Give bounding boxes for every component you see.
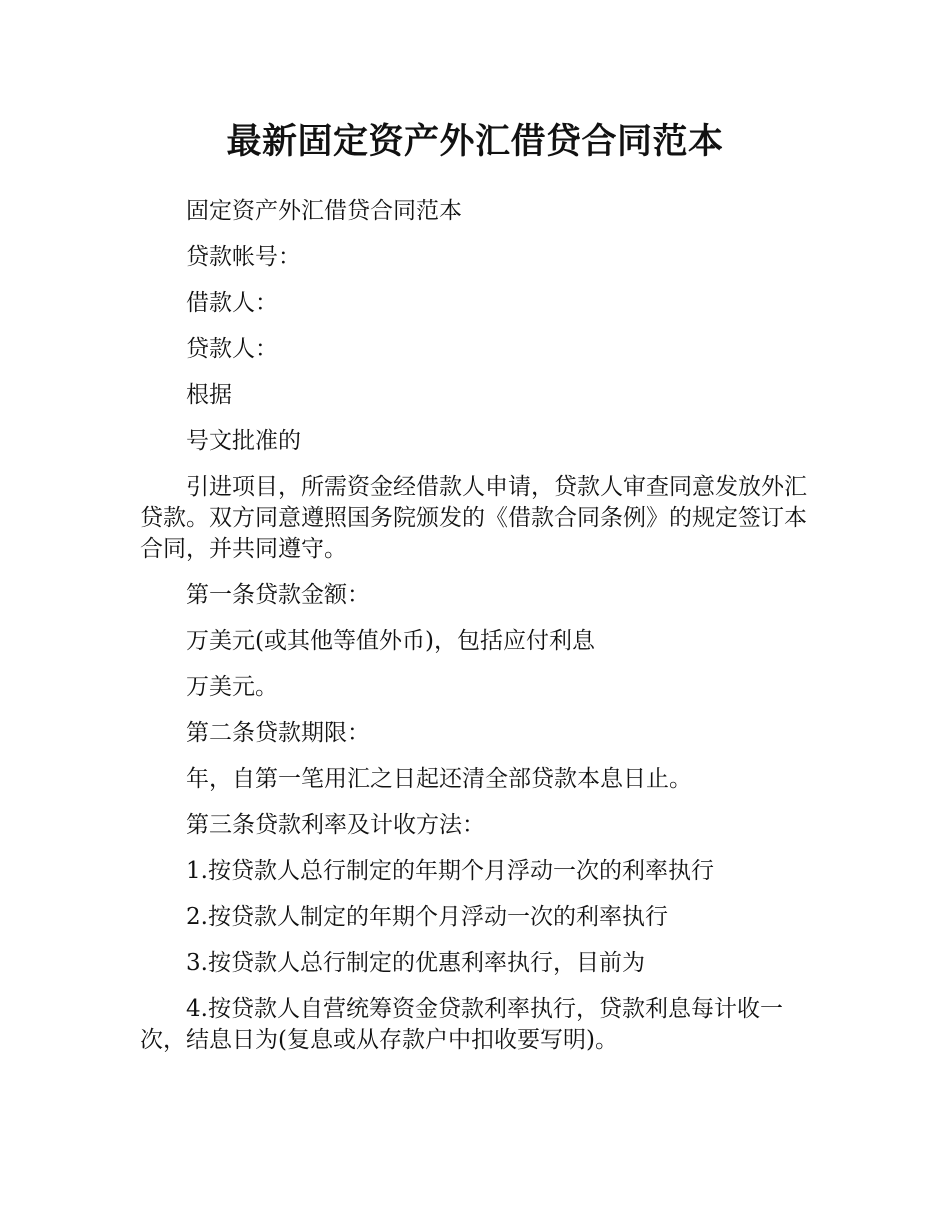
document-body: [140, 196, 812, 1071]
article-1-heading: 第一条贷款金额：: [186, 582, 370, 608]
article-2-term: 年，自第一笔用汇之日起还清全部贷款本息日止。: [186, 766, 692, 792]
loan-account-field: 贷款帐号：: [186, 244, 301, 270]
rate-option-1: 1.按贷款人总行制定的年期个月浮动一次的利率执行: [186, 858, 714, 884]
document-title: 最新固定资产外汇借贷合同范本: [226, 122, 724, 162]
rate-option-4: 4.按贷款人自营统筹资金贷款利率执行，贷款利息每计收一次，结息日为(复息或从存款户中扣收要写明)。: [140, 996, 783, 1053]
rate-option-3: 3.按贷款人总行制定的优惠利率执行，目前为: [186, 950, 645, 976]
lender-field: 贷款人：: [186, 336, 278, 362]
article-1-amount: 万美元(或其他等值外币)，包括应付利息: [186, 628, 595, 654]
approval-line: 号文批准的: [186, 428, 301, 454]
preamble-paragraph: 引进项目，所需资金经借款人申请，贷款人审查同意发放外汇贷款。双方同意遵照国务院颁发的《借款合同条例》的规定签订本合同，并共同遵守。: [140, 474, 807, 562]
borrower-field: 借款人：: [186, 290, 278, 316]
article-3-heading: 第三条贷款利率及计收方法：: [186, 812, 485, 838]
paragraph-heading: 固定资产外汇借贷合同范本: [186, 198, 462, 224]
rate-option-2: 2.按贷款人制定的年期个月浮动一次的利率执行: [186, 904, 668, 930]
article-1-interest: 万美元。: [186, 674, 278, 700]
article-2-heading: 第二条贷款期限：: [186, 720, 370, 746]
basis-line: 根据: [186, 382, 232, 408]
